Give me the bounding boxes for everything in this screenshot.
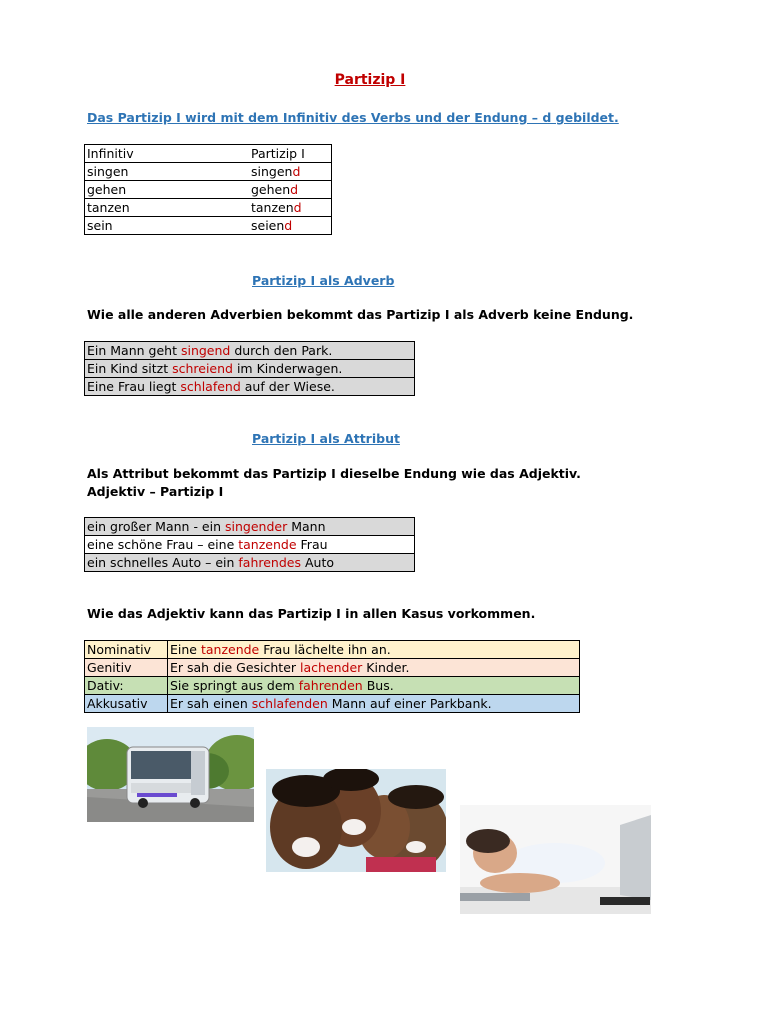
attribut-table xyxy=(84,517,415,572)
kasus-sentence-cell xyxy=(168,641,580,659)
sentence-post: Auto xyxy=(301,554,334,570)
sentence-post: Mann xyxy=(287,518,326,534)
kasus-sentence-cell xyxy=(168,695,580,713)
partizip-ending: d xyxy=(290,181,299,197)
participle-highlight: schlafenden xyxy=(251,695,328,711)
kasus-table xyxy=(84,640,580,713)
infinitiv-cell: gehen xyxy=(85,181,250,199)
participle-highlight: tanzende xyxy=(200,641,260,657)
table-header-row xyxy=(85,145,332,163)
sentence-cell xyxy=(85,342,415,360)
kasus-sentence-cell xyxy=(168,677,580,695)
adverb-row xyxy=(85,342,415,360)
attribut-subtext: Adjektiv – Partizip I xyxy=(87,484,224,499)
attribut-row xyxy=(85,518,415,536)
kasus-name-cell: Akkusativ xyxy=(85,695,168,713)
sentence-post: Kinder. xyxy=(362,659,410,675)
sentence-cell xyxy=(85,378,415,396)
attribut-row xyxy=(85,554,415,572)
sentence-cell xyxy=(85,536,415,554)
kasus-text: Wie das Adjektiv kann das Partizip I in allen Kasus vorkommen. xyxy=(87,606,536,621)
partizip-stem: gehen xyxy=(251,181,291,197)
participle-highlight: fahrendes xyxy=(238,554,301,570)
sentence-pre: ein schnelles Auto – ein xyxy=(87,554,239,570)
header-infinitiv: Infinitiv xyxy=(85,145,250,163)
sentence-pre: Ein Kind sitzt xyxy=(87,360,173,376)
participle-highlight: fahrenden xyxy=(298,677,363,693)
participle-highlight: schlafend xyxy=(180,378,241,394)
attribut-row xyxy=(85,536,415,554)
partizip-stem: singen xyxy=(251,163,293,179)
attribut-text: Als Attribut bekommt das Partizip I dieselbe Endung wie das Adjektiv. xyxy=(87,466,581,481)
partizip-cell xyxy=(249,181,332,199)
sentence-cell xyxy=(85,360,415,378)
adverb-heading: Partizip I als Adverb xyxy=(252,273,395,288)
partizip-ending: d xyxy=(284,217,293,233)
partizip-stem: seien xyxy=(251,217,285,233)
intro-text: Das Partizip I wird mit dem Infinitiv des Verbs und der Endung – d gebildet. xyxy=(87,110,619,125)
kasus-row xyxy=(85,677,580,695)
sentence-pre: Er sah die Gesichter xyxy=(170,659,301,675)
sentence-pre: Sie springt aus dem xyxy=(170,677,299,693)
header-partizip: Partizip I xyxy=(249,145,332,163)
attribut-heading: Partizip I als Attribut xyxy=(252,431,400,446)
sentence-cell xyxy=(85,518,415,536)
partizip-ending: d xyxy=(292,163,301,179)
infinitiv-cell: sein xyxy=(85,217,250,235)
page-title: Partizip I xyxy=(334,72,406,88)
adverb-text: Wie alle anderen Adverbien bekommt das Partizip I als Adverb keine Endung. xyxy=(87,307,634,322)
sentence-pre: Er sah einen xyxy=(170,695,252,711)
kasus-row xyxy=(85,659,580,677)
table-row xyxy=(85,181,332,199)
table-row xyxy=(85,217,332,235)
adverb-row xyxy=(85,360,415,378)
partizip-cell xyxy=(249,217,332,235)
sentence-post: Bus. xyxy=(362,677,394,693)
table-row xyxy=(85,163,332,181)
sentence-post: Frau xyxy=(296,536,328,552)
infinitiv-cell: singen xyxy=(85,163,250,181)
sentence-pre: ein großer Mann - ein xyxy=(87,518,225,534)
sentence-post: im Kinderwagen. xyxy=(232,360,343,376)
partizip-ending: d xyxy=(293,199,302,215)
sentence-pre: Eine Frau liegt xyxy=(87,378,181,394)
kasus-sentence-cell xyxy=(168,659,580,677)
sleeping-man-photo xyxy=(460,805,651,914)
infinitiv-cell: tanzen xyxy=(85,199,250,217)
kasus-name-cell: Nominativ xyxy=(85,641,168,659)
sentence-cell xyxy=(85,554,415,572)
sentence-post: auf der Wiese. xyxy=(240,378,335,394)
sentence-pre: Ein Mann geht xyxy=(87,342,181,358)
kasus-row xyxy=(85,695,580,713)
adverb-table xyxy=(84,341,415,396)
participle-highlight: lachender xyxy=(300,659,363,675)
sentence-post: Mann auf einer Parkbank. xyxy=(327,695,492,711)
participle-highlight: singend xyxy=(180,342,231,358)
sentence-post: Frau lächelte ihn an. xyxy=(259,641,391,657)
participle-highlight: tanzende xyxy=(238,536,297,552)
sentence-pre: eine schöne Frau – eine xyxy=(87,536,239,552)
table-row xyxy=(85,199,332,217)
partizip-cell xyxy=(249,163,332,181)
sentence-pre: Eine xyxy=(170,641,201,657)
laughing-children-photo xyxy=(266,769,446,872)
kasus-row xyxy=(85,641,580,659)
conjugation-table xyxy=(84,144,332,235)
sentence-post: durch den Park. xyxy=(230,342,333,358)
partizip-cell xyxy=(249,199,332,217)
kasus-name-cell: Dativ: xyxy=(85,677,168,695)
kasus-name-cell: Genitiv xyxy=(85,659,168,677)
bus-photo xyxy=(87,727,254,822)
participle-highlight: singender xyxy=(225,518,288,534)
participle-highlight: schreiend xyxy=(172,360,233,376)
partizip-stem: tanzen xyxy=(251,199,294,215)
adverb-row xyxy=(85,378,415,396)
